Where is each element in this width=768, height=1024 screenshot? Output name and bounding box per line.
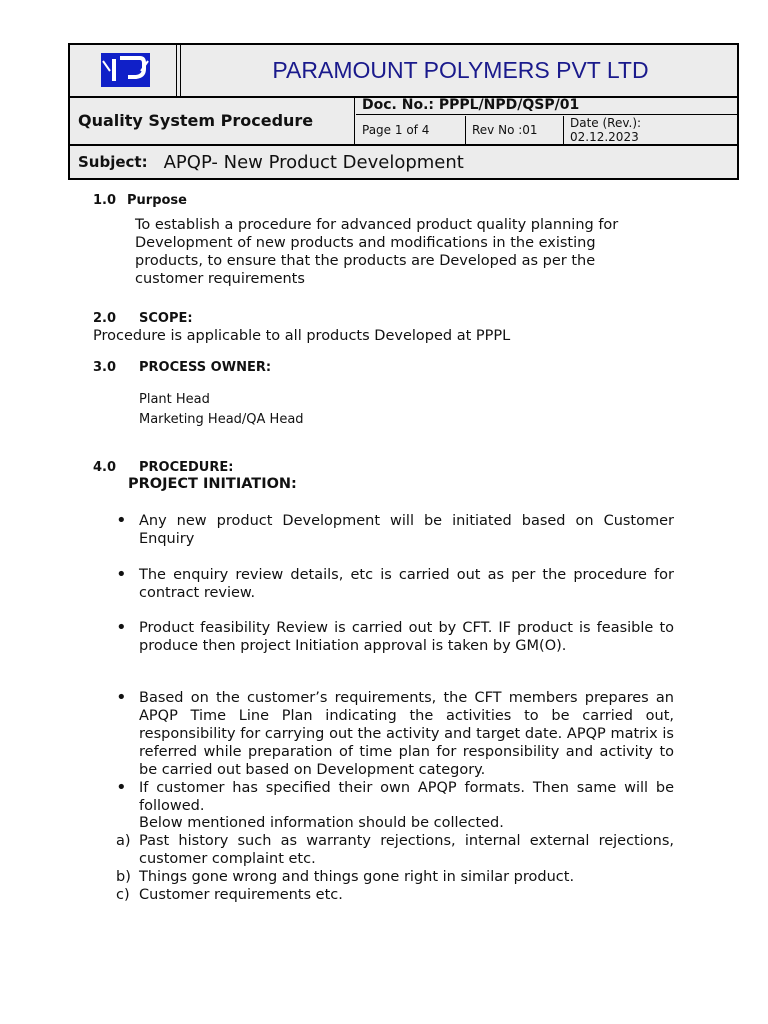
owner-line: Plant Head (139, 392, 210, 407)
subject-text: APQP- New Product Development (163, 151, 464, 173)
section-number: 3.0 (93, 360, 117, 375)
company-name: PARAMOUNT POLYMERS PVT LTD (272, 57, 649, 83)
header-title-row (70, 45, 737, 98)
header-info-row (70, 96, 737, 146)
purpose-text: To establish a procedure for advanced product quality planning for Development of new products and modifications in the existing products, to ensure that the products are Developed as per the customer requirements (135, 217, 619, 287)
company-logo (70, 45, 180, 96)
collect-note: Below mentioned information should be collected. (139, 815, 504, 831)
bullet-marker: • (116, 777, 127, 798)
section-title: PROCESS OWNER: (139, 360, 272, 375)
subject-row (70, 146, 737, 178)
subject-label: Subject: (78, 153, 148, 171)
list-item: Based on the customer’s requirements, the CFT members prepares an APQP Time Line Plan indicating the activities to be carried out, responsibility for carrying out the activity and target date. APQP matrix is referred while preparation of time plan for responsibility and activity to be carried out based on Development category. (139, 690, 674, 778)
page-number: Page 1 of 4 (356, 116, 466, 144)
subsection-title: PROJECT INITIATION: (128, 476, 297, 492)
section-heading-owner (93, 360, 271, 375)
section-number: 4.0 (93, 460, 117, 475)
bullet-marker: • (116, 687, 127, 708)
list-item: Customer requirements etc. (139, 887, 343, 903)
section-heading-procedure (93, 460, 233, 475)
section-title: SCOPE: (139, 311, 193, 326)
document-header (68, 43, 739, 180)
bullet-marker: • (116, 510, 127, 531)
list-item: If customer has specified their own APQP formats. Then same will be followed. (139, 780, 674, 814)
section-number: 2.0 (93, 311, 117, 326)
document-number: Doc. No.: PPPL/NPD/QSP/01 (356, 96, 737, 115)
list-marker: b) (116, 869, 131, 885)
list-marker: c) (116, 887, 130, 903)
section-heading-purpose (93, 193, 187, 208)
revision-date (564, 116, 737, 144)
list-item: Product feasibility Review is carried out by CFT. IF product is feasible to produce then project Initiation approval is taken by GM(O). (139, 620, 674, 654)
date-value: 02.12.2023 (570, 130, 639, 144)
section-title: Purpose (127, 193, 187, 208)
bullet-marker: • (116, 617, 127, 638)
scope-text: Procedure is applicable to all products Developed at PPPL (93, 328, 511, 344)
section-title: PROCEDURE: (139, 460, 234, 475)
list-marker: a) (116, 833, 131, 849)
section-number: 1.0 (93, 193, 117, 208)
bullet-marker: • (116, 564, 127, 585)
list-item: Things gone wrong and things gone right in similar product. (139, 869, 575, 885)
procedure-type: Quality System Procedure (70, 96, 355, 144)
section-heading-scope (93, 311, 193, 326)
date-label: Date (Rev.): (570, 116, 642, 130)
list-item: Past history such as warranty rejections, internal external rejections, customer complaint etc. (139, 833, 674, 867)
owner-line: Marketing Head/QA Head (139, 412, 304, 427)
logo-cell (70, 45, 181, 96)
list-item: Any new product Development will be initiated based on Customer Enquiry (139, 513, 674, 547)
revision-number: Rev No :01 (466, 116, 564, 144)
list-item: The enquiry review details, etc is carried out as per the procedure for contract review. (139, 567, 674, 601)
